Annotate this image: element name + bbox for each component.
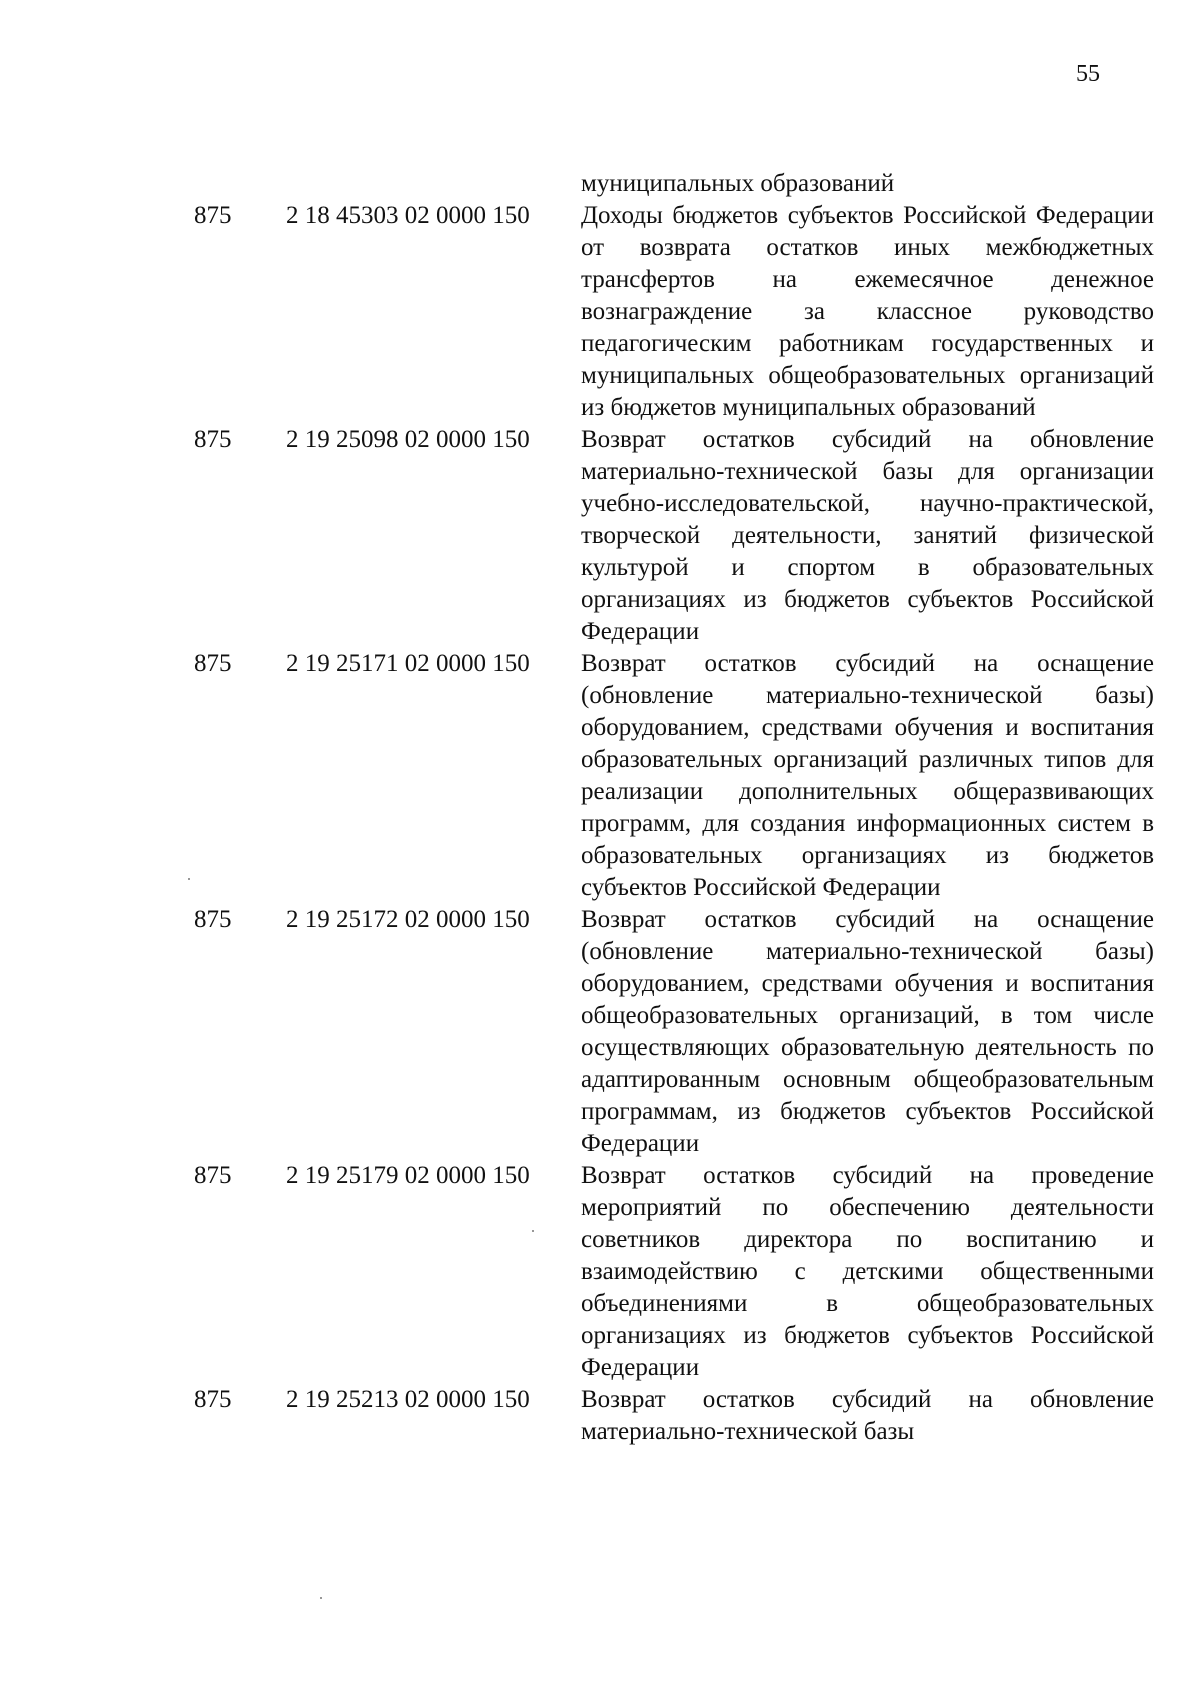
table-row [0, 200, 1200, 424]
budget-classification-code: 2 19 25171 02 0000 150 [286, 650, 530, 677]
budget-classification-code: 2 19 25179 02 0000 150 [286, 1162, 530, 1189]
budget-classification-code: 2 19 25213 02 0000 150 [286, 1386, 530, 1413]
budget-classification-code: 2 19 25172 02 0000 150 [286, 906, 530, 933]
administrator-code: 875 [194, 906, 232, 933]
administrator-code: 875 [194, 202, 232, 229]
table-row [0, 424, 1200, 648]
page-number: 55 [1076, 61, 1100, 87]
income-description: Возврат остатков субсидий на оснащение (обновление материально-технической базы) оборудованием, средствами обучения и воспитания образовательных организаций различных типов для реализации дополнительных общеразвивающих программ, для создания информационных систем в образовательных организациях из бюджетов субъектов Российской Федерации [581, 650, 1154, 901]
income-description: Возврат остатков субсидий на обновление материально-технической базы для организации учебно-исследовательской, научно-практической, творческой деятельности, занятий физической культурой и спортом в образовательных организациях из бюджетов субъектов Российской Федерации [581, 426, 1154, 645]
table-row [0, 1160, 1200, 1384]
administrator-code: 875 [194, 1162, 232, 1189]
income-description: Возврат остатков субсидий на проведение мероприятий по обеспечению деятельности советников директора по воспитанию и взаимодействию с детскими общественными объединениями в общеобразовательных организациях из бюджетов субъектов Российской Федерации [581, 1162, 1154, 1381]
table-row [0, 1384, 1200, 1448]
budget-classification-code: 2 19 25098 02 0000 150 [286, 426, 530, 453]
scan-speck [188, 878, 190, 880]
income-description: Доходы бюджетов субъектов Российской Федерации от возврата остатков иных межбюджетных трансфертов на ежемесячное денежное вознаграждение за классное руководство педагогическим работникам государственных и муниципальных общеобразовательных организаций из бюджетов муниципальных образований [581, 202, 1154, 421]
scan-speck [320, 1597, 322, 1599]
income-description: Возврат остатков субсидий на обновление материально-технической базы [581, 1386, 1154, 1445]
budget-classification-code: 2 18 45303 02 0000 150 [286, 202, 530, 229]
table-row [0, 904, 1200, 1160]
table-row [0, 648, 1200, 904]
continued-description: муниципальных образований [581, 170, 895, 197]
income-codes-table [0, 168, 1200, 1448]
administrator-code: 875 [194, 1386, 232, 1413]
scan-speck [532, 1230, 534, 1232]
administrator-code: 875 [194, 426, 232, 453]
income-description: Возврат остатков субсидий на оснащение (обновление материально-технической базы) оборудованием, средствами обучения и воспитания общеобразовательных организаций, в том числе осуществляющих образовательную деятельность по адаптированным основным общеобразовательным программам, из бюджетов субъектов Российской Федерации [581, 906, 1154, 1157]
administrator-code: 875 [194, 650, 232, 677]
